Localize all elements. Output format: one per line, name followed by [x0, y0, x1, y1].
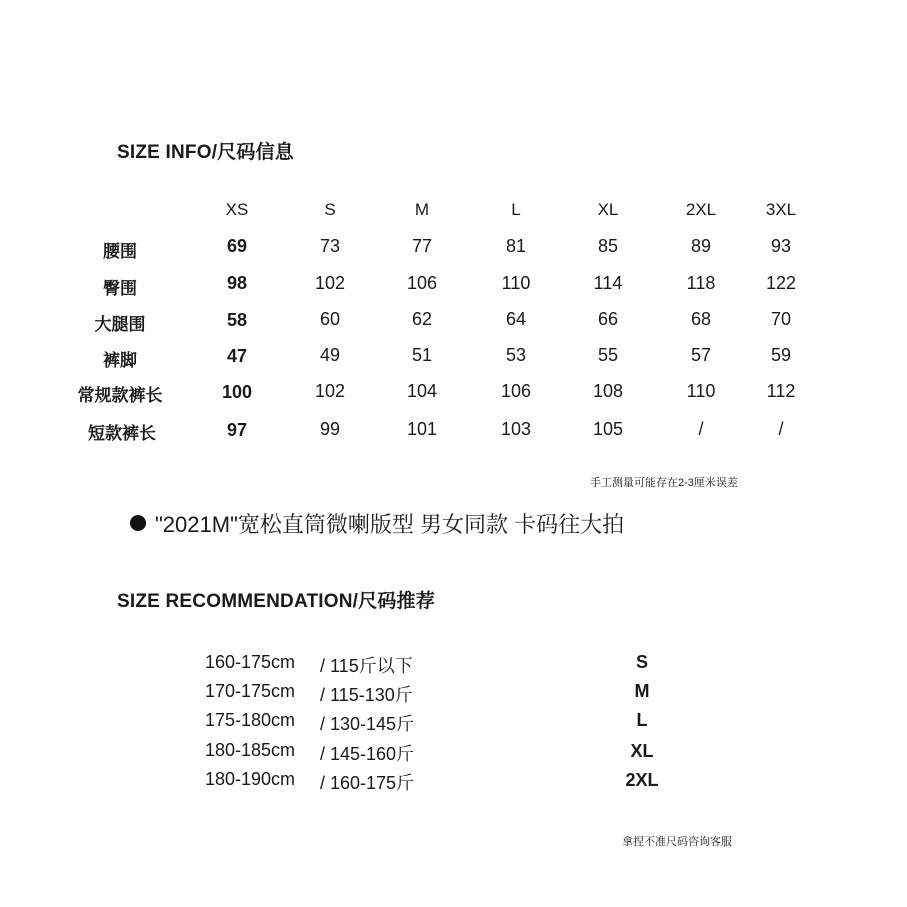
size-recommendation-title: SIZE RECOMMENDATION/尺码推荐: [117, 591, 435, 612]
size-header-xl: XL: [597, 200, 619, 219]
rec-weight: / 130-145斤: [320, 714, 415, 734]
table-cell: 118: [686, 273, 716, 293]
measurement-note: 手工测量可能存在2-3厘米误差: [590, 477, 738, 489]
rec-size: M: [634, 681, 650, 701]
table-cell: 59: [770, 345, 792, 365]
table-cell: 97: [226, 420, 248, 440]
table-cell: 102: [314, 381, 346, 401]
rec-weight: / 160-175斤: [320, 773, 415, 793]
table-cell: /: [778, 419, 784, 439]
size-header-3xl: 3XL: [765, 200, 797, 219]
table-cell: 70: [770, 309, 792, 329]
table-cell: 47: [226, 346, 248, 366]
table-cell: 98: [226, 273, 248, 293]
table-cell: 110: [501, 273, 531, 293]
table-cell: 122: [765, 273, 797, 293]
table-cell: 53: [505, 345, 527, 365]
table-cell: 62: [411, 309, 433, 329]
rec-weight: / 115-130斤: [320, 685, 413, 705]
row-label-hip: 臀围: [103, 279, 137, 298]
table-cell: 110: [686, 381, 716, 401]
table-cell: 49: [319, 345, 341, 365]
table-cell: 60: [319, 309, 341, 329]
table-cell: 100: [221, 382, 253, 402]
table-cell: 81: [505, 236, 527, 256]
size-header-2xl: 2XL: [685, 200, 717, 219]
rec-height: 170-175cm: [205, 681, 296, 701]
rec-size: 2XL: [625, 770, 659, 790]
size-header-m: M: [414, 200, 430, 219]
table-cell: 103: [500, 419, 532, 439]
table-cell: 93: [770, 236, 792, 256]
size-info-title: SIZE INFO/尺码信息: [117, 142, 294, 163]
table-cell: 69: [226, 236, 248, 256]
table-cell: 77: [411, 236, 433, 256]
table-cell: 106: [500, 381, 532, 401]
table-cell: 99: [319, 419, 341, 439]
row-label-short-length: 短款裤长: [88, 424, 156, 443]
table-cell: 108: [592, 381, 624, 401]
table-cell: 112: [766, 381, 796, 401]
table-cell: /: [698, 419, 704, 439]
rec-weight: / 145-160斤: [320, 744, 415, 764]
table-cell: 51: [411, 345, 433, 365]
table-cell: 73: [319, 236, 341, 256]
customer-service-note: 拿捏不准尺码咨询客服: [622, 836, 732, 848]
table-cell: 102: [314, 273, 346, 293]
row-label-hem: 裤脚: [103, 351, 137, 370]
table-cell: 106: [406, 273, 438, 293]
row-label-thigh: 大腿围: [94, 315, 146, 334]
table-cell: 58: [226, 310, 248, 330]
table-cell: 114: [593, 273, 623, 293]
rec-height: 180-190cm: [205, 769, 296, 789]
table-cell: 68: [690, 309, 712, 329]
table-cell: 64: [505, 309, 527, 329]
rec-height: 180-185cm: [205, 740, 296, 760]
highlight-line: [130, 508, 624, 539]
table-cell: 101: [406, 419, 438, 439]
rec-size: XL: [630, 741, 654, 761]
rec-size: L: [636, 710, 648, 730]
table-cell: 55: [597, 345, 619, 365]
table-cell: 105: [592, 419, 624, 439]
size-header-xs: XS: [225, 200, 249, 219]
rec-height: 160-175cm: [205, 652, 296, 672]
table-cell: 85: [597, 236, 619, 256]
bullet-icon: [130, 515, 146, 531]
table-cell: 89: [690, 236, 712, 256]
rec-height: 175-180cm: [205, 710, 296, 730]
size-header-s: S: [324, 200, 336, 219]
highlight-text: "2021M"宽松直筒微喇版型 男女同款 卡码往大拍: [155, 512, 625, 537]
row-label-regular-length: 常规款裤长: [77, 386, 163, 405]
table-cell: 104: [406, 381, 438, 401]
row-label-waist: 腰围: [103, 242, 137, 261]
rec-size: S: [635, 652, 648, 672]
rec-weight: / 115斤以下: [320, 656, 413, 676]
table-cell: 66: [597, 309, 619, 329]
table-cell: 57: [690, 345, 712, 365]
size-header-l: L: [511, 200, 521, 219]
